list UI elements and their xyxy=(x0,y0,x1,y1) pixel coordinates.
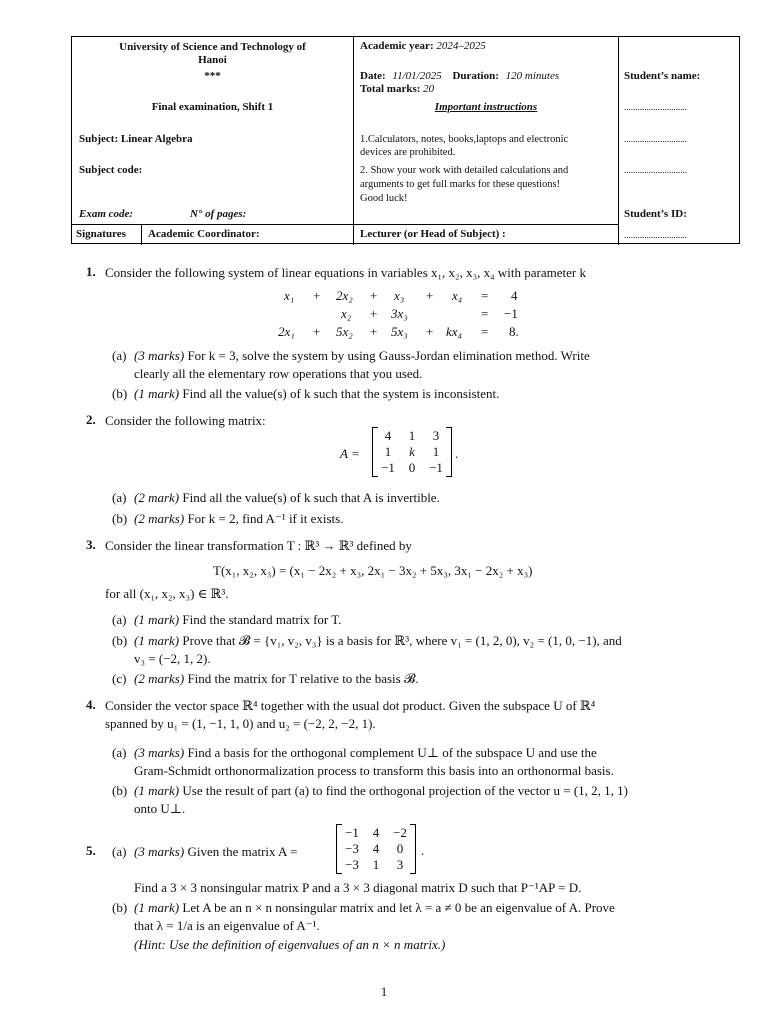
q2-number: 2. xyxy=(86,412,96,427)
academic-year-label: Academic year: xyxy=(360,40,434,52)
q5-a-prefix: Given the matrix A = xyxy=(187,844,298,859)
q1-r1-t2: 2x₂ xyxy=(336,288,353,303)
exam-title: Final examination, Shift 1 xyxy=(151,101,274,113)
academic-year xyxy=(360,40,486,53)
q1-a-line1: For k = 3, solve the system by using Gauss-Jordan elimination method. Write xyxy=(187,348,590,363)
q5-m31: −3 xyxy=(345,857,359,872)
q1-r2-op1: + xyxy=(370,306,378,321)
signatures-divider xyxy=(141,224,142,245)
student-name-label: Student’s name: xyxy=(624,70,701,82)
q2-part-a-label: (a) xyxy=(112,490,127,505)
q3-c-text: Find the matrix for T relative to the basis 𝓑. xyxy=(187,671,419,686)
header-stars: *** xyxy=(204,70,221,82)
q2-part-b-label: (b) xyxy=(112,511,128,526)
duration-label: Duration: xyxy=(452,70,499,82)
date-value: 11/01/2025 xyxy=(392,70,442,82)
q4-part-a-label: (a) xyxy=(112,745,127,760)
signatures-row-line xyxy=(72,224,619,225)
q3-a-marks: (1 mark) xyxy=(134,612,180,627)
academic-year-value: 2024–2025 xyxy=(436,40,486,52)
q1-r1-eq: = xyxy=(481,288,489,303)
q2-m13: 3 xyxy=(432,428,440,443)
duration-value: 120 minutes xyxy=(505,70,560,82)
q1-r1-op2: + xyxy=(370,288,378,303)
q5-b-marks: (1 mark) xyxy=(134,900,180,915)
instruction-1-line2: devices are prohibited. xyxy=(360,147,456,158)
q3-b-line1: Prove that 𝓑 = {v₁, v₂, v₃} is a basis for ℝ³, where v₁ = (1, 2, 0), v₂ = (1, 0, −1), and xyxy=(182,633,622,648)
q5-a-marks: (3 marks) xyxy=(134,844,185,859)
q3-part-a-label: (a) xyxy=(112,612,127,627)
total-marks-row xyxy=(360,83,434,96)
q1-part-a xyxy=(134,347,590,365)
q1-a-line2: clearly all the elementary row operations that you used. xyxy=(134,366,423,381)
instruction-2-line1: 2. Show your work with detailed calculations and xyxy=(360,165,569,176)
q5-m32: 1 xyxy=(372,857,380,872)
exam-header-table xyxy=(71,36,740,244)
student-id-label: Student’s ID: xyxy=(624,208,687,220)
q3-part-b xyxy=(134,632,622,650)
q5-part-a-label: (a) xyxy=(112,844,127,859)
q4-number: 4. xyxy=(86,697,96,712)
q1-r1-t3: x₃ xyxy=(394,288,405,303)
q2-m32: 0 xyxy=(408,460,416,475)
q1-r1-op1: + xyxy=(313,288,321,303)
q1-r3-rhs: 8. xyxy=(509,324,519,339)
q5-m23: 0 xyxy=(396,841,404,856)
q1-b-marks: (1 mark) xyxy=(134,386,180,401)
q1-r1-t1: x₁ xyxy=(284,288,295,303)
q2-part-a xyxy=(134,489,440,507)
lecturer-label: Lecturer (or Head of Subject) : xyxy=(360,228,506,240)
q1-r2-rhs: −1 xyxy=(504,306,518,321)
student-name-dots-3: ............................ xyxy=(624,165,687,175)
q2-m21: 1 xyxy=(384,444,392,459)
header-divider-2 xyxy=(618,37,619,245)
q3-number: 3. xyxy=(86,537,96,552)
q1-r3-t2: 5x₂ xyxy=(336,324,353,339)
q1-r3-op3: + xyxy=(426,324,434,339)
q1-part-b xyxy=(134,385,499,403)
instruction-1-line1: 1.Calculators, notes, books,laptops and electronic xyxy=(360,134,569,145)
university-name-line1: University of Science and Technology of xyxy=(119,41,306,53)
q2-stem: Consider the following matrix: xyxy=(105,413,266,428)
q4-b-marks: (1 mark) xyxy=(134,783,180,798)
q2-m31: −1 xyxy=(381,460,395,475)
q2-m23: 1 xyxy=(432,444,440,459)
q5-m11: −1 xyxy=(345,825,359,840)
q4-b-line2: onto U⊥. xyxy=(134,801,186,816)
page-number: 1 xyxy=(380,984,388,999)
q2-m22: k xyxy=(409,444,415,459)
q4-part-b-label: (b) xyxy=(112,783,128,798)
university-name-line2: Hanoi xyxy=(198,54,227,66)
header-divider-1 xyxy=(353,37,354,245)
q3-forall: for all (x₁, x₂, x₃) ∈ ℝ³. xyxy=(105,586,229,601)
q3-b-line2: v₃ = (−2, 1, 2). xyxy=(134,651,211,666)
q2-m11: 4 xyxy=(384,428,392,443)
q1-number: 1. xyxy=(86,264,96,279)
q5-hint: (Hint: Use the definition of eigenvalues of an n × n matrix.) xyxy=(134,937,446,952)
q3-part-b-label: (b) xyxy=(112,633,128,648)
q4-stem-line1: Consider the vector space ℝ⁴ together with the usual dot product. Given the subspace U of ℝ⁴ xyxy=(105,698,596,713)
q4-a-line1: Find a basis for the orthogonal complement U⊥ of the subspace U and use the xyxy=(187,745,597,760)
q1-stem: Consider the following system of linear equations in variables x₁, x₂, x₃, x₄ with parameter k xyxy=(105,265,586,280)
total-marks-value: 20 xyxy=(423,83,435,95)
q3-part-c xyxy=(134,670,419,688)
q2-b-text: For k = 2, find A⁻¹ if it exists. xyxy=(187,511,344,526)
q5-m21: −3 xyxy=(345,841,359,856)
q2-a-text: Find all the value(s) of k such that A is invertible. xyxy=(182,490,440,505)
q1-r3-op1: + xyxy=(313,324,321,339)
q1-r2-t1: x₂ xyxy=(341,306,352,321)
q1-r3-t3: 5x₃ xyxy=(391,324,408,339)
exam-code-label: Exam code: xyxy=(79,208,134,220)
q5-matrix-suffix: . xyxy=(421,843,425,858)
q5-m12: 4 xyxy=(372,825,380,840)
q2-a-marks: (2 mark) xyxy=(134,490,180,505)
q4-b-line1: Use the result of part (a) to find the orthogonal projection of the vector u = (1, 2, 1, 1) xyxy=(182,783,628,798)
q5-b-line2: that λ = 1/a is an eigenvalue of A⁻¹. xyxy=(134,918,320,933)
pages-label: N° of pages: xyxy=(190,208,247,220)
signatures-label: Signatures xyxy=(76,228,126,240)
important-instructions-heading: Important instructions xyxy=(434,101,538,113)
q1-part-b-label: (b) xyxy=(112,386,128,401)
q5-m13: −2 xyxy=(393,825,407,840)
q3-stem: Consider the linear transformation T : ℝ³ → ℝ³ defined by xyxy=(105,538,412,553)
q4-a-marks: (3 marks) xyxy=(134,745,185,760)
q2-matrix-suffix: . xyxy=(455,446,459,461)
q2-matrix xyxy=(372,427,452,477)
q1-a-marks: (3 marks) xyxy=(134,348,185,363)
q4-part-b xyxy=(134,782,628,800)
q2-m12: 1 xyxy=(408,428,416,443)
q5-part-a xyxy=(134,843,297,861)
q5-a-line2: Find a 3 × 3 nonsingular matrix P and a 3 × 3 diagonal matrix D such that P⁻¹AP = D. xyxy=(134,880,582,895)
q1-r3-eq: = xyxy=(481,324,489,339)
q1-r3-t1: 2x₁ xyxy=(278,324,295,339)
q5-part-b xyxy=(134,899,615,917)
q1-r3-op2: + xyxy=(370,324,378,339)
q2-part-b xyxy=(134,510,343,528)
q3-part-c-label: (c) xyxy=(112,671,127,686)
subject-code-label: Subject code: xyxy=(79,164,143,176)
q3-b-marks: (1 mark) xyxy=(134,633,180,648)
q1-r2-eq: = xyxy=(481,306,489,321)
q1-b-text: Find all the value(s) of k such that the system is inconsistent. xyxy=(182,386,500,401)
q5-m22: 4 xyxy=(372,841,380,856)
instruction-2-line2: arguments to get full marks for these questions! xyxy=(360,179,561,190)
total-marks-label: Total marks: xyxy=(360,83,421,95)
q1-r1-rhs: 4 xyxy=(511,288,518,303)
q4-stem-line2: spanned by u₁ = (1, −1, 1, 0) and u₂ = (−2, 2, −2, 1). xyxy=(105,716,376,731)
q4-a-line2: Gram-Schmidt orthonormalization process to transform this basis into an orthonormal basis. xyxy=(134,763,614,778)
q2-b-marks: (2 marks) xyxy=(134,511,185,526)
student-name-dots-1: ............................ xyxy=(624,102,687,112)
q5-b-line1: Let A be an n × n nonsingular matrix and let λ = a ≠ 0 be an eigenvalue of A. Prove xyxy=(182,900,615,915)
q5-matrix xyxy=(336,824,416,874)
instruction-2-line3: Good luck! xyxy=(360,193,408,204)
date-label: Date: xyxy=(360,70,386,82)
q5-part-b-label: (b) xyxy=(112,900,128,915)
student-name-dots-2: ............................ xyxy=(624,134,687,144)
q3-a-text: Find the standard matrix for T. xyxy=(182,612,342,627)
q4-part-a xyxy=(134,744,597,762)
subject-label: Subject: Linear Algebra xyxy=(79,133,193,145)
q5-m33: 3 xyxy=(396,857,404,872)
date-duration-row xyxy=(360,70,559,83)
q3-formula: T(x₁, x₂, x₃) = (x₁ − 2x₂ + x₃, 2x₁ − 3x₂ + 5x₃, 3x₁ − 2x₂ + x₃) xyxy=(213,563,533,578)
q2-m33: −1 xyxy=(429,460,443,475)
q1-part-a-label: (a) xyxy=(112,348,127,363)
q3-c-marks: (2 marks) xyxy=(134,671,185,686)
q1-r1-t4: x₄ xyxy=(452,288,463,303)
academic-coordinator-label: Academic Coordinator: xyxy=(148,228,260,240)
q2-matrix-prefix: A = xyxy=(340,446,360,461)
q3-part-a xyxy=(134,611,342,629)
student-id-dots: ............................ xyxy=(624,230,687,240)
q1-r1-op3: + xyxy=(426,288,434,303)
q5-number: 5. xyxy=(86,843,96,858)
q1-r2-t2: 3x₃ xyxy=(391,306,408,321)
q1-r3-t4: kx₄ xyxy=(446,324,463,339)
